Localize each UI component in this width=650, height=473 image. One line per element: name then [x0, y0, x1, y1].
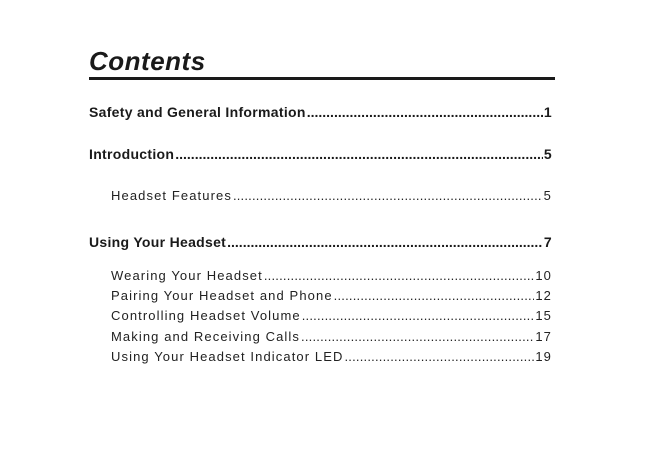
dot-leader — [227, 234, 543, 250]
dot-leader — [175, 146, 543, 162]
dot-leader — [334, 288, 535, 303]
toc-entry-label: Safety and General Information — [89, 104, 306, 120]
toc-page-number: 19 — [535, 349, 552, 364]
toc-page-number: 12 — [535, 288, 552, 303]
toc-entry-label: Wearing Your Headset — [111, 268, 263, 283]
toc-entry-volume[interactable] — [111, 308, 552, 323]
toc-page-number: 10 — [535, 268, 552, 283]
toc-entry-pairing[interactable] — [111, 288, 552, 303]
toc-entry-calls[interactable] — [111, 329, 552, 344]
title-underline — [89, 77, 555, 80]
toc-entry-label: Using Your Headset Indicator LED — [111, 349, 344, 364]
toc-entry-indicator-led[interactable] — [111, 349, 552, 364]
page-title: Contents — [89, 46, 206, 76]
toc-entry-using-your-headset[interactable] — [89, 234, 552, 250]
dot-leader — [307, 104, 543, 120]
dot-leader — [233, 188, 543, 203]
toc-entry-label: Introduction — [89, 146, 175, 162]
toc-entry-label: Controlling Headset Volume — [111, 308, 301, 323]
dot-leader — [264, 268, 534, 283]
dot-leader — [345, 349, 535, 364]
toc-entry-label: Pairing Your Headset and Phone — [111, 288, 333, 303]
toc-entry-label: Using Your Headset — [89, 234, 227, 250]
toc-entry-wearing[interactable] — [111, 268, 552, 283]
toc-entry-headset-features[interactable] — [111, 188, 552, 203]
toc-entry-label: Headset Features — [111, 188, 232, 203]
toc-page-number: 17 — [535, 329, 552, 344]
dot-leader — [301, 329, 534, 344]
toc-entry-safety[interactable] — [89, 104, 552, 120]
toc-entry-label: Making and Receiving Calls — [111, 329, 301, 344]
toc-entry-introduction[interactable] — [89, 146, 552, 162]
toc-page-number: 5 — [543, 188, 552, 203]
toc-page-number: 5 — [543, 146, 552, 162]
toc-page-number: 15 — [535, 308, 552, 323]
toc-page-number: 7 — [543, 234, 552, 250]
toc-page-number: 1 — [543, 104, 552, 120]
dot-leader — [302, 308, 535, 323]
